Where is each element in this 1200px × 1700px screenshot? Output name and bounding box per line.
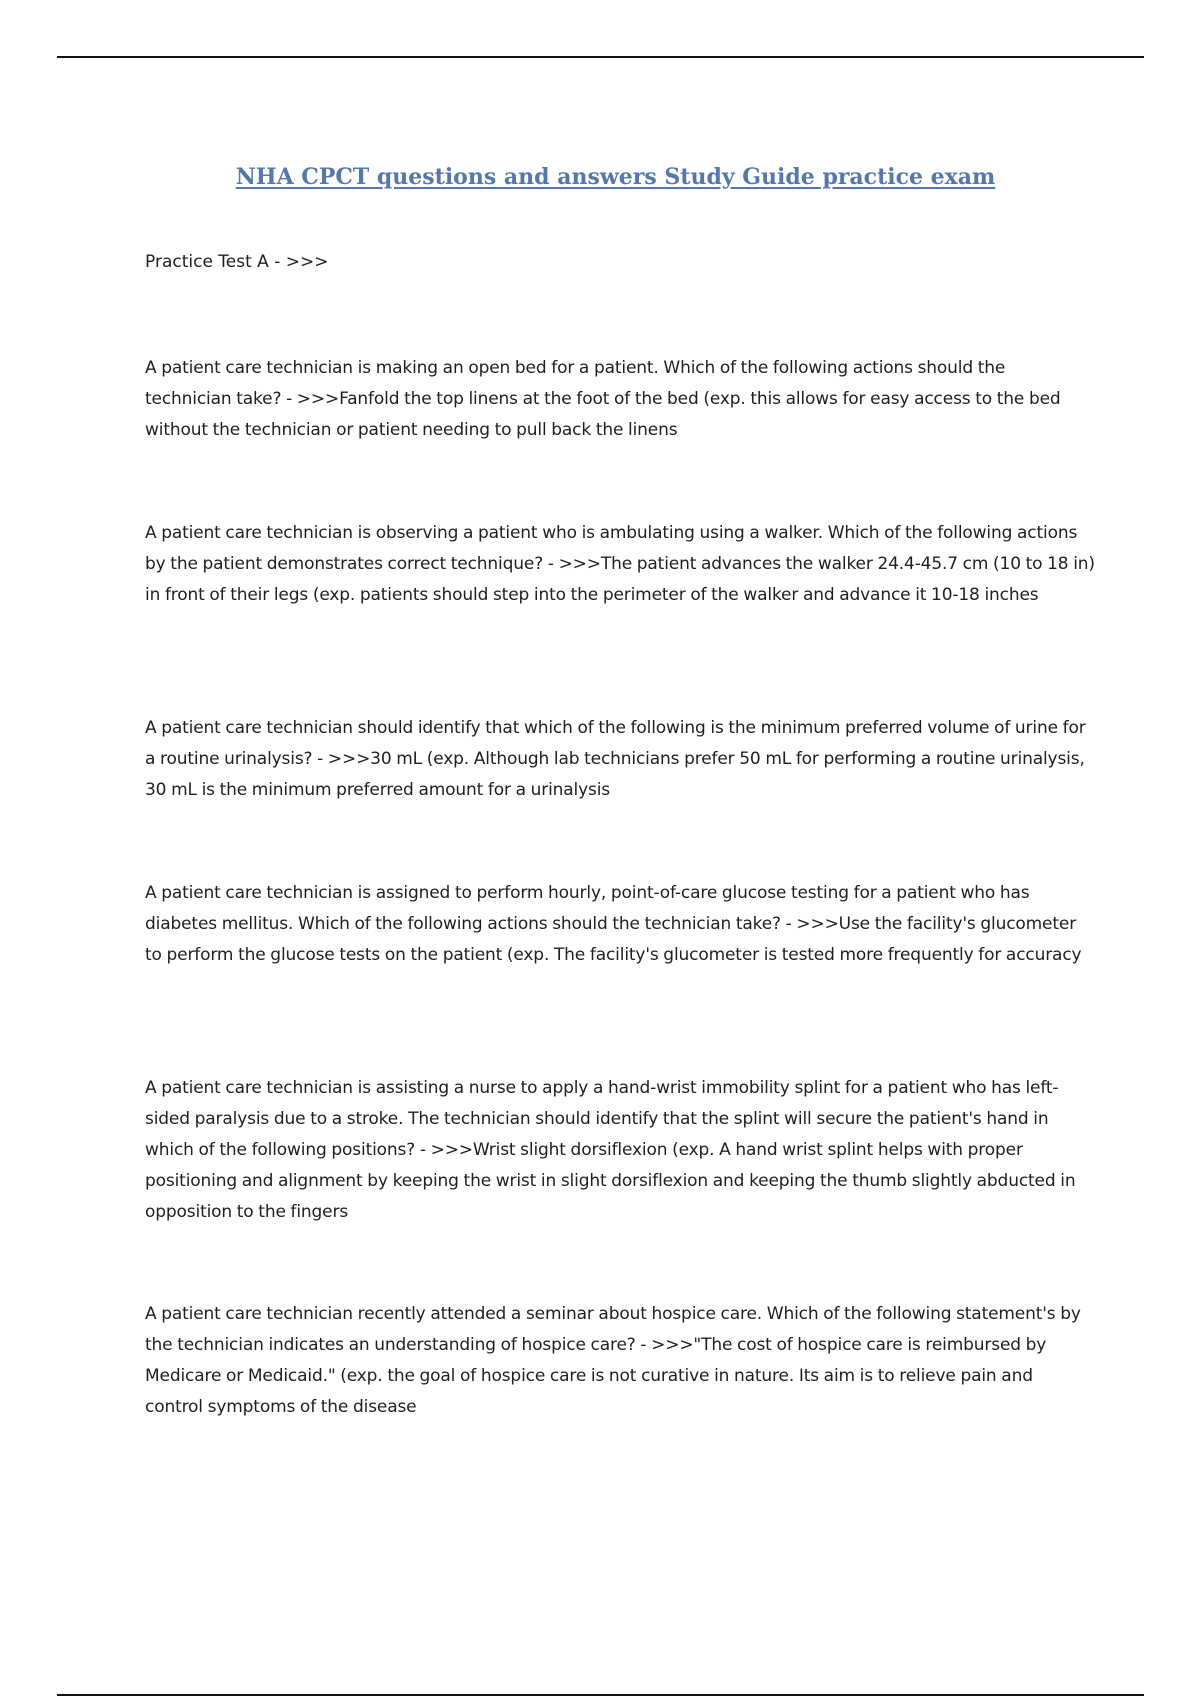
question-answer-item: A patient care technician is observing a patient who is ambulating using a walker. Which of the following actions by the patient demonstrates correct technique? - >>>The patient advances the walker 24.4-45.7 cm (10 to 18 in) in front of their legs (exp. patients should step into the perimeter of the walker and advance it 10-18 inches <box>145 523 1095 605</box>
question-answer-item: A patient care technician is assisting a nurse to apply a hand-wrist immobility splint for a patient who has left-sided paralysis due to a stroke. The technician should identify that the splint will secure the patient's hand in which of the following positions? - >>>Wrist slight dorsiflexion (exp. A hand wrist splint helps with proper positioning and alignment by keeping the wrist in slight dorsiflexion and keeping the thumb slightly abducted in opposition to the fingers <box>145 1078 1076 1222</box>
question-answer-item: A patient care technician recently attended a seminar about hospice care. Which of the following statement's by the technician indicates an understanding of hospice care? - >>>"The cost of hospice care is reimbursed by Medicare or Medicaid." (exp. the goal of hospice care is not curative in nature. Its aim is to relieve pain and control symptoms of the disease <box>145 1304 1081 1417</box>
question-answer-item: A patient care technician is assigned to perform hourly, point-of-care glucose testing for a patient who has diabetes mellitus. Which of the following actions should the technician take? - >>>Use the facility's glucometer to perform the glucose tests on the patient (exp. The facility's glucometer is tested more frequently for accuracy <box>145 883 1082 965</box>
question-answer-item: A patient care technician should identify that which of the following is the minimum preferred volume of urine for a routine urinalysis? - >>>30 mL (exp. Although lab technicians prefer 50 mL for performing a routine urinalysis, 30 mL is the minimum preferred amount for a urinalysis <box>145 718 1086 800</box>
question-answer-item: A patient care technician is making an open bed for a patient. Which of the following actions should the technician take? - >>>Fanfold the top linens at the foot of the bed (exp. this allows for easy access to the bed without the technician or patient needing to pull back the linens <box>145 358 1061 440</box>
document-title: NHA CPCT questions and answers Study Guide practice exam <box>235 164 996 190</box>
bottom-rule <box>57 1694 1144 1696</box>
section-label: Practice Test A - >>> <box>145 252 329 272</box>
top-rule <box>57 56 1144 58</box>
